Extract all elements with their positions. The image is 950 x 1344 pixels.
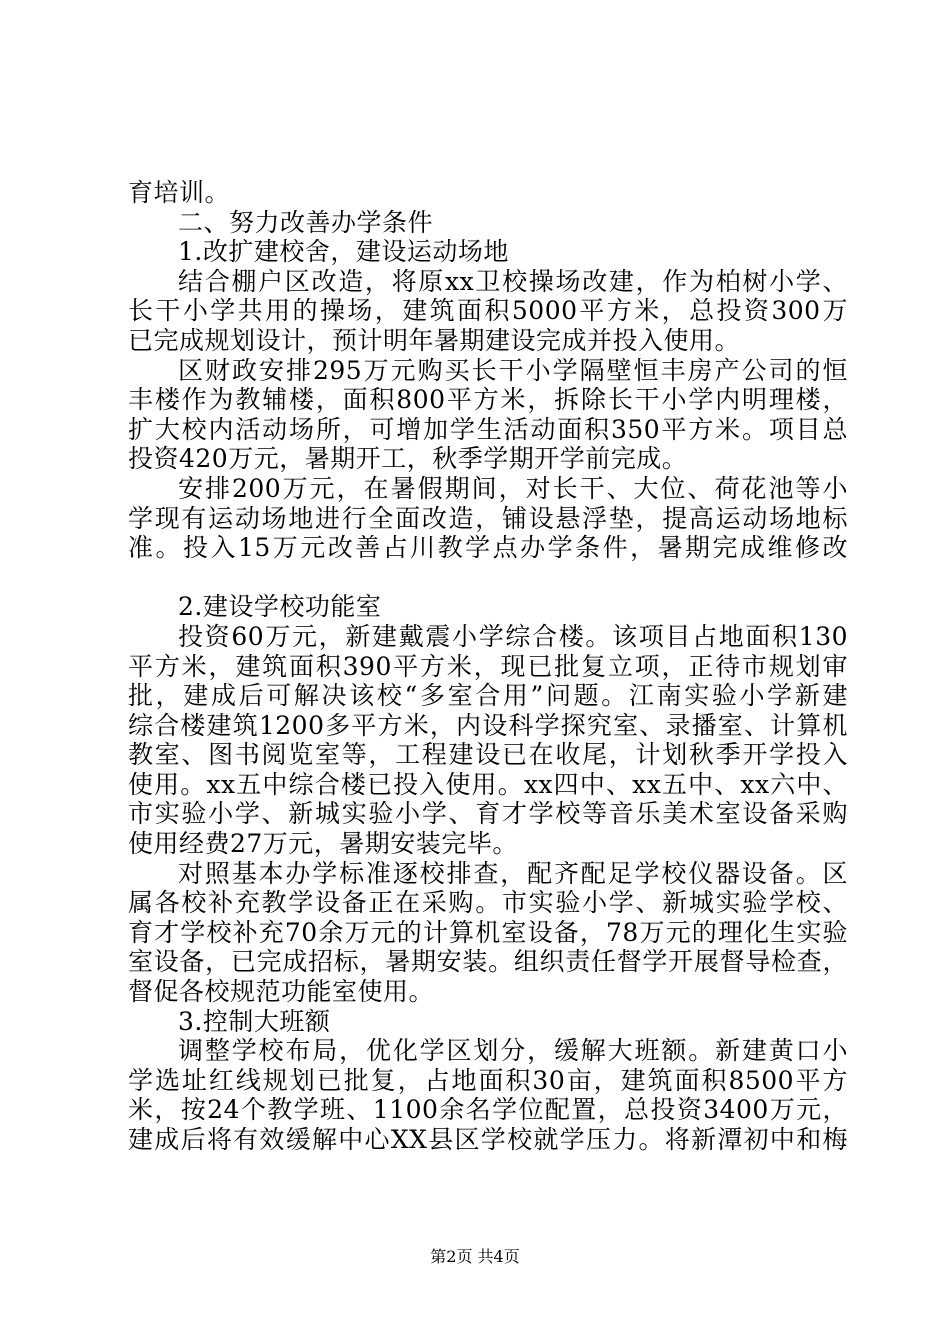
text-line: 育培训。 xyxy=(128,178,231,207)
text-line: 二、努力改善办学条件 xyxy=(178,207,434,237)
text-line: 教室、图书阅览室等，工程建设已在收尾，计划秋季开学投入 xyxy=(128,740,848,770)
text-line: 1.改扩建校舍，建设运动场地 xyxy=(178,237,509,267)
text-line: 批，建成后可解决该校“多室合用”问题。江南实验小学新建 xyxy=(128,681,848,711)
text-line: 建成后将有效缓解中心XX县区学校就学压力。将新潭初中和梅 xyxy=(128,1125,848,1154)
text-line: 市实验小学、新城实验小学、育才学校等音乐美术室设备采购 xyxy=(128,799,848,829)
text-line: 育才学校补充70余万元的计算机室设备，78万元的理化生实验 xyxy=(128,917,848,947)
text-line: 3.控制大班额 xyxy=(178,1006,331,1036)
text-line: 调整学校布局，优化学区划分，缓解大班额。新建黄口小 xyxy=(178,1036,848,1066)
text-line: 米，按24个教学班、1100余名学位配置，总投资3400万元， xyxy=(128,1095,848,1125)
text-line: 学选址红线规划已批复，占地面积30亩，建筑面积8500平方 xyxy=(128,1065,848,1095)
text-line: 使用经费27万元，暑期安装完毕。 xyxy=(128,829,518,859)
text-line: 属各校补充教学设备正在采购。市实验小学、新城实验学校、 xyxy=(128,888,848,918)
text-line: 学现有运动场地进行全面改造，铺设悬浮垫，提高运动场地标 xyxy=(128,503,848,533)
text-line: 2.建设学校功能室 xyxy=(178,592,382,622)
text-line: 投资60万元，新建戴震小学综合楼。该项目占地面积130 xyxy=(178,621,848,651)
text-line: 准。投入15万元改善占川教学点办学条件，暑期完成维修改 xyxy=(128,533,848,563)
text-line: 对照基本办学标准逐校排查，配齐配足学校仪器设备。区 xyxy=(178,858,848,888)
text-line: 综合楼建筑1200多平方米，内设科学探究室、录播室、计算机 xyxy=(128,710,848,740)
page-footer: 第2页 共4页 xyxy=(430,1247,520,1266)
text-line: 结合棚户区改造，将原xx卫校操场改建，作为柏树小学、 xyxy=(178,266,848,296)
text-line: 使用。xx五中综合楼已投入使用。xx四中、xx五中、xx六中、 xyxy=(128,769,848,799)
text-line: 督促各校规范功能室使用。 xyxy=(128,977,435,1007)
text-line: 安排200万元，在暑假期间，对长干、大位、荷花池等小 xyxy=(178,473,848,503)
document-body xyxy=(128,178,848,1155)
text-line: 投资420万元，暑期开工，秋季学期开学前完成。 xyxy=(128,444,688,474)
text-line: 区财政安排295万元购买长干小学隔壁恒丰房产公司的恒 xyxy=(178,355,848,385)
text-line: 室设备，已完成招标，暑期安装。组织责任督学开展督导检查， xyxy=(128,947,848,977)
text-line: 平方米，建筑面积390平方米，现已批复立项，正待市规划审 xyxy=(128,651,848,681)
text-line: 扩大校内活动场所，可增加学生活动面积350平方米。项目总 xyxy=(128,414,848,444)
blank-line xyxy=(128,563,848,593)
text-line: 已完成规划设计，预计明年暑期建设完成并投入使用。 xyxy=(128,325,741,355)
text-line: 长干小学共用的操场，建筑面积5000平方米，总投资300万 xyxy=(128,296,848,326)
text-line: 丰楼作为教辅楼，面积800平方米，拆除长干小学内明理楼， xyxy=(128,385,848,415)
